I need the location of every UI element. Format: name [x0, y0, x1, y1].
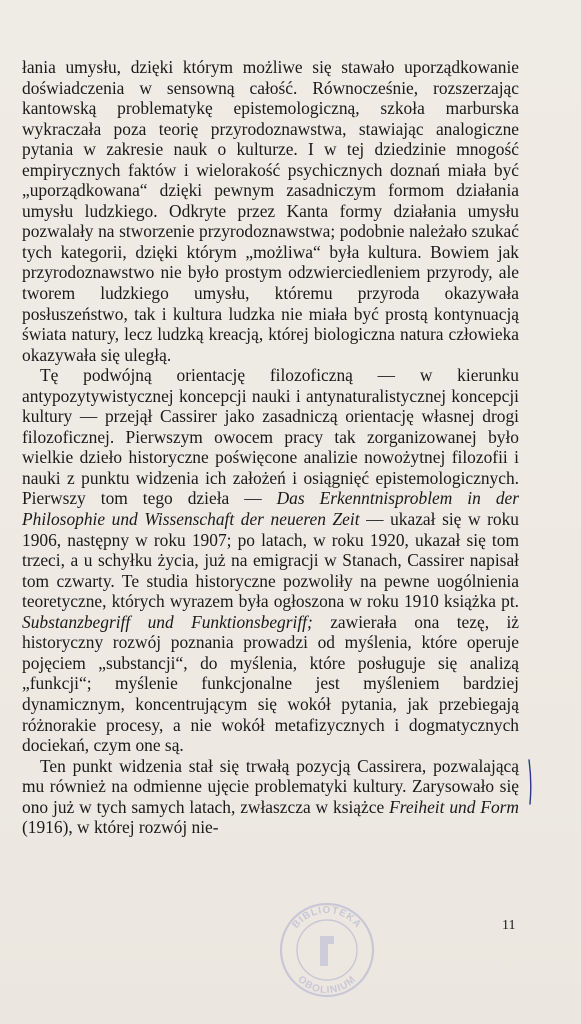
paragraph-1-text: łania umysłu, dzięki którym możliwe się stawało uporządkowanie doświadczenia w sensowną całość. Równocześnie, rozszerzając kantowską problematykę epistemologiczną, szkoła marburska wykraczała poza teorię przyrodoznawstwa, stawiając analogiczne pytania w zakresie nauk o kulturze. I w tej dziedzinie mnogość empirycznych faktów i wielorakość psychicznych doznań miała być „uporządkowana“ dzięki pewnym zasadniczym formom działania umysłu ludzkiego. Odkryte przez Kanta formy działania umysłu pozwalały na stworzenie przyrodoznawstwa; podobnie należało szukać tych kategorii, dzięki którym „możliwa“ była kultura. Bowiem jak przyrodoznawstwo nie było prostym odzwierciedleniem przyrody, ale tworem ludzkiego umysłu, któremu przyroda okazywała posłuszeństwo, tak i kultura ludzka nie miała być prostą kontynuacją świata natury, lecz ludzką kreacją, której biologiczna natura człowieka okazywała się uległą.	[22, 57, 519, 365]
paragraph-3-text-b: (1916), w której rozwój nie-	[22, 817, 219, 838]
paragraph-2-text-c: zawierała ona tezę, iż historyczny rozwój poznania prowadzi od myślenia, które operuje pojęciem „substancji“, do myślenia, które posługuje się analizą „funkcji“; myślenie funkcjonalne jest myśleniem bardziej dynamicznym, koncentrującym się wokół pytania, jak przebiegają różnorakie procesy, a nie wokół metafizycznych i dogmatycznych dociekań, czym one są.	[22, 611, 519, 756]
paragraph-2-text-b: — ukazał się w roku 1906, następny w roku 1907; po latach, w roku 1920, ukazał się tom trzeci, a u schyłku życia, już na emigracji w Stanach, Cassirer napisał tom czwarty. Te studia historyczne pozwoliły na pewne uogólnienia teoretyczne, których wyrazem była ogłoszona w roku 1910 książka pt.	[22, 509, 519, 612]
page-number: 11	[502, 918, 516, 933]
book-title-substanzbegriff: Substanzbegriff und Funktionsbegriff;	[22, 611, 313, 632]
pencil-margin-mark	[527, 758, 535, 806]
svg-text:OBOLINIUM	[295, 974, 358, 996]
paragraph-1	[22, 57, 519, 365]
paragraph-3-text-a: Ten punkt widzenia stał się trwałą pozycją Cassirera, pozwalającą mu również na odmienne ujęcie problematyki kultury. Zarysowało się ono już w tych samych latach, zwłaszcza w książce	[22, 755, 519, 817]
paragraph-2	[22, 365, 519, 755]
paragraph-2-text-a: Tę podwójną orientację filozoficzną — w kierunku antypozytywistycznej koncepcji nauki i antynaturalistycznej koncepcji kultury — przejął Cassirer jako zasadniczą orientację własnej drogi filozoficznej. Pierwszym owocem pracy tak zorganizowanej było wielkie dzieło historyczne poświęcone analizie nowożytnej filozofii i nauki z punktu widzenia ich założeń i osiągnięć epistemologicznych. Pierwszy tom tego dzieła —	[22, 365, 519, 509]
paragraph-3	[22, 756, 519, 838]
stamp-top-text: BIBLIOTEKA	[290, 904, 364, 931]
library-stamp-icon	[272, 892, 382, 1002]
stamp-bottom-text: OBOLINIUM	[295, 973, 359, 997]
book-title-freiheit-und-form: Freiheit und Form	[389, 796, 519, 817]
book-title-erkenntnisproblem: Das Erkenntnisproblem in der Philosophie und Wissenschaft der neueren Zeit	[22, 488, 519, 530]
svg-text:BIBLIOTEKA	[290, 905, 363, 931]
body-text	[22, 57, 519, 838]
